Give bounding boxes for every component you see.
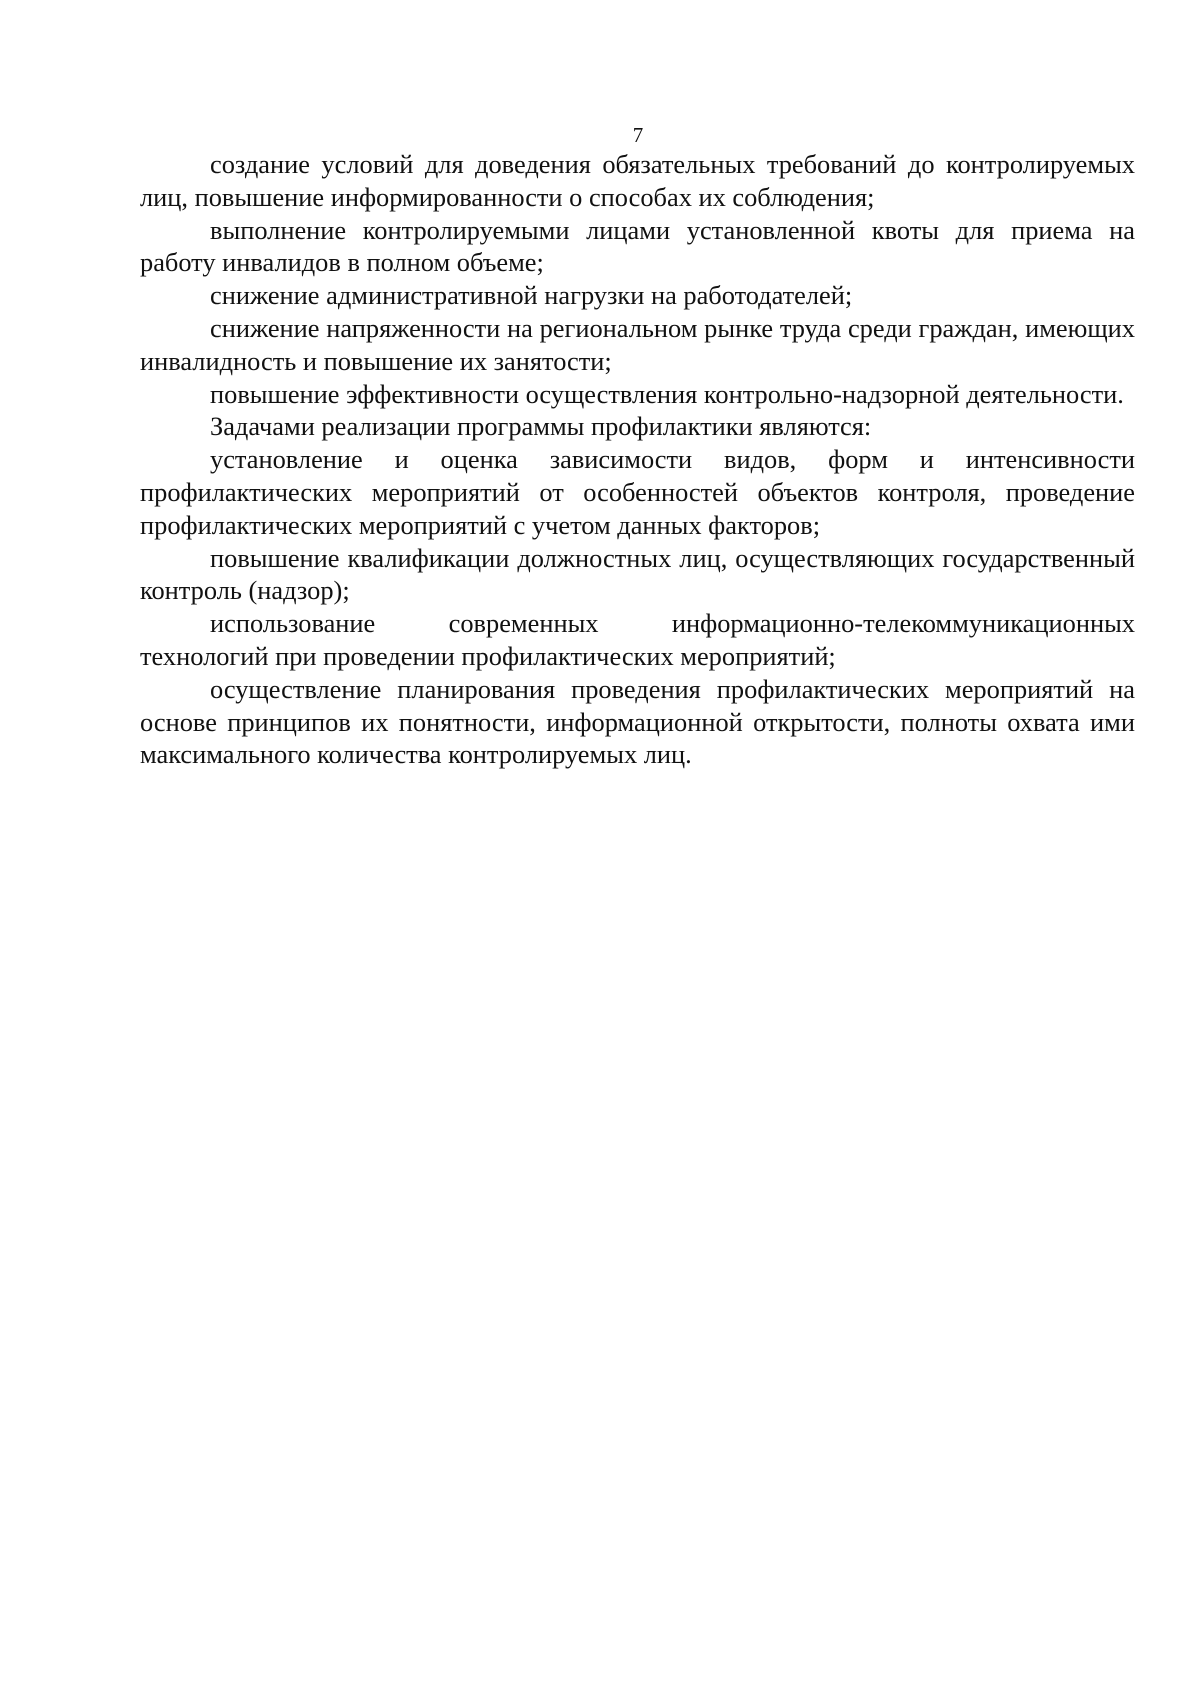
paragraph-goal-labor-market: снижение напряженности на региональном рынке труда среди граждан, имеющих инвалидность и повышение их занятости; [140, 312, 1135, 376]
paragraph-task-assessment: установление и оценка зависимости видов, форм и интенсивности профилактических мероприятий от особенностей объектов контроля, проведение профилактических мероприятий с учетом данных факторов; [140, 444, 1135, 540]
paragraph-goal-efficiency: повышение эффективности осуществления контрольно-надзорной деятельности. [210, 378, 1124, 409]
paragraph-task-qualification: повышение квалификации должностных лиц, осуществляющих государственный контроль (надзор); [140, 542, 1135, 606]
paragraph-goal-requirements: создание условий для доведения обязательных требований до контролируемых лиц, повышение информированности о способах их соблюдения; [140, 149, 1135, 212]
paragraph-goal-quota: выполнение контролируемыми лицами установленной квоты для приема на работу инвалидов в полном объеме; [140, 214, 1135, 278]
page-number: 7 [632, 123, 644, 147]
paragraph-goal-admin-load: снижение административной нагрузки на работодателей; [210, 280, 853, 311]
paragraph-task-planning: осуществление планирования проведения профилактических мероприятий на основе принципов их понятности, информационной открытости, полноты охвата ими максимального количества контролируемых лиц. [140, 673, 1135, 770]
document-body [140, 148, 1135, 771]
paragraph-task-technologies: использование современных информационно-телекоммуникационных технологий при проведении профилактических мероприятий; [140, 608, 1135, 671]
paragraph-tasks-heading: Задачами реализации программы профилактики являются: [210, 411, 872, 442]
